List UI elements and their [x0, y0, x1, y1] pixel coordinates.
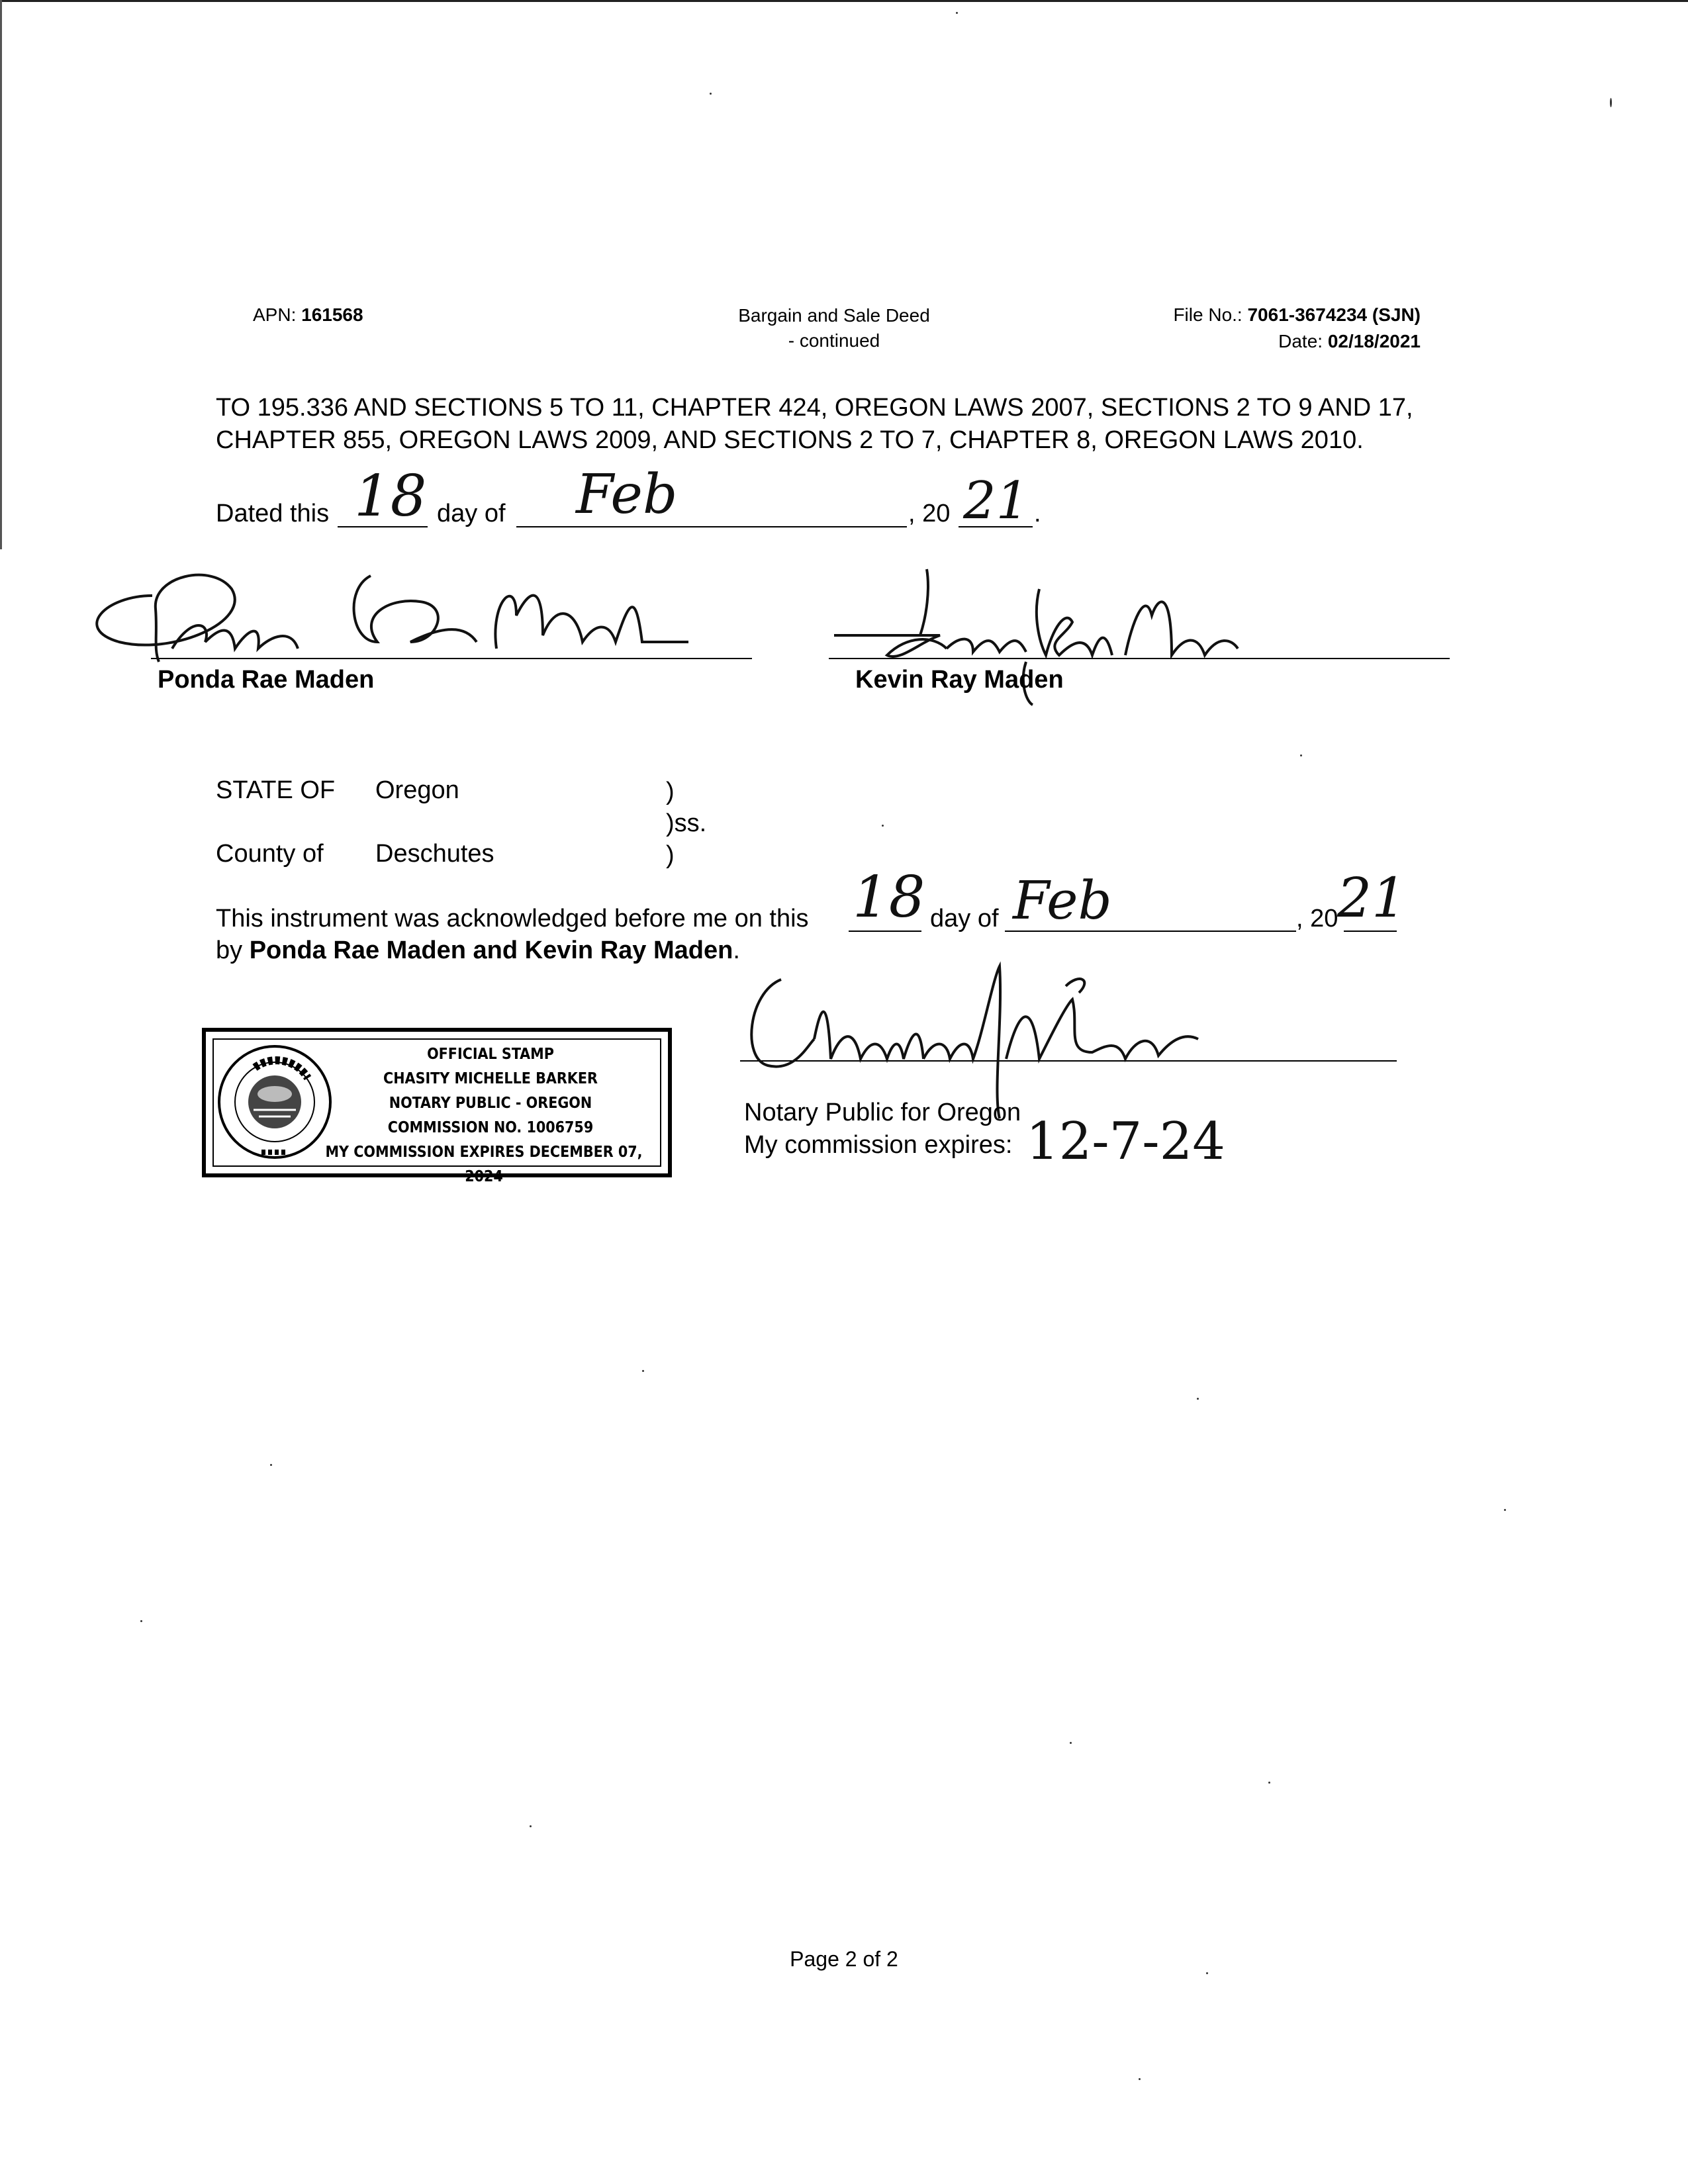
- apn-line: [253, 304, 363, 326]
- scan-speck: [1197, 1398, 1199, 1400]
- scan-speck: [1504, 1509, 1506, 1511]
- ack-year-prefix: , 20: [1296, 905, 1338, 933]
- dated-month-handwritten: Feb: [576, 463, 678, 526]
- ack-day-line: [849, 931, 921, 932]
- ack-by-label: by: [216, 936, 243, 964]
- signer2-name: Kevin Ray Maden: [855, 666, 1064, 694]
- notary-expires-label: My commission expires:: [744, 1131, 1013, 1159]
- date-label: Date:: [1278, 331, 1323, 351]
- file-label: File No.:: [1173, 304, 1243, 325]
- ack-year-handwritten: 21: [1337, 867, 1407, 930]
- scan-speck: [710, 93, 712, 95]
- dated-month-line: [516, 526, 907, 527]
- dated-mid: day of: [437, 500, 506, 527]
- official-stamp: [202, 1028, 672, 1185]
- scan-speck: [956, 12, 958, 14]
- file-number: 7061-3674234 (SJN): [1247, 304, 1421, 325]
- ack-day-handwritten: 18: [853, 864, 925, 931]
- notary-title: Notary Public for Oregon: [744, 1099, 1021, 1126]
- signer1-signature: [79, 549, 741, 682]
- date-line: [1173, 328, 1421, 355]
- file-block: [1173, 302, 1421, 355]
- ack-by-line: [216, 934, 740, 966]
- apn-label: APN:: [253, 304, 297, 325]
- dated-suffix: .: [1034, 500, 1041, 527]
- dated-day-handwritten: 18: [354, 463, 427, 529]
- stamp-line-1: OFFICIAL STAMP: [427, 1046, 554, 1063]
- scan-speck: [270, 1464, 272, 1466]
- scan-speck: [1070, 1742, 1072, 1744]
- doc-title-block: [702, 303, 966, 353]
- scan-speck: [140, 1620, 142, 1622]
- scan-speck: [1268, 1782, 1270, 1784]
- file-number-line: [1173, 302, 1421, 328]
- scan-speck: [1206, 1972, 1208, 1974]
- doc-subtitle: - continued: [788, 330, 880, 351]
- venue-ss: )ss.: [666, 809, 707, 837]
- ack-year-line: [1344, 931, 1397, 932]
- venue-paren-2: ): [666, 841, 675, 869]
- scan-speck: [642, 1370, 644, 1372]
- dated-year-handwritten: 21: [963, 471, 1029, 531]
- scan-speck: [1300, 754, 1302, 756]
- scan-speck: [1139, 2078, 1141, 2080]
- page-number: Page 2 of 2: [790, 1947, 898, 1971]
- scan-left-mark: [0, 0, 2, 549]
- date-value: 02/18/2021: [1327, 331, 1421, 351]
- dated-year-prefix: , 20: [908, 500, 951, 527]
- ack-mid: day of: [930, 905, 999, 933]
- stamp-line-2: CHASITY MICHELLE BARKER: [383, 1070, 598, 1087]
- state-value: Oregon: [375, 776, 459, 804]
- stamp-line-4: COMMISSION NO. 1006759: [387, 1119, 594, 1136]
- venue-paren-1: ): [666, 778, 675, 805]
- ack-by-names: Ponda Rae Maden and Kevin Ray Maden: [249, 936, 733, 964]
- stamp-line-5: MY COMMISSION EXPIRES DECEMBER 07, 2024: [325, 1144, 643, 1185]
- scan-top-border: [0, 0, 1688, 2]
- signer1-name: Ponda Rae Maden: [158, 666, 375, 694]
- notary-expires-handwritten: 12-7-24: [1026, 1112, 1225, 1171]
- county-label: County of: [216, 840, 324, 868]
- scan-speck: [530, 1825, 532, 1827]
- legal-description: [216, 392, 1413, 457]
- ack-by-suffix: .: [733, 936, 740, 964]
- apn-value: 161568: [301, 304, 363, 325]
- ack-month-handwritten: Feb: [1013, 870, 1112, 931]
- scan-speck: [1610, 98, 1612, 107]
- stamp-text: [325, 1042, 649, 1189]
- county-value: Deschutes: [375, 840, 494, 868]
- ack-prefix: This instrument was acknowledged before me on this: [216, 905, 809, 933]
- dated-prefix: Dated this: [216, 500, 330, 527]
- state-label: STATE OF: [216, 776, 336, 804]
- stamp-line-3: NOTARY PUBLIC - OREGON: [389, 1095, 592, 1112]
- legal-line-2: CHAPTER 855, OREGON LAWS 2009, AND SECTIONS 2 TO 7, CHAPTER 8, OREGON LAWS 2010.: [216, 426, 1364, 454]
- scan-speck: [882, 825, 884, 827]
- doc-title: Bargain and Sale Deed: [738, 305, 930, 326]
- legal-line-1: TO 195.336 AND SECTIONS 5 TO 11, CHAPTER 424, OREGON LAWS 2007, SECTIONS 2 TO 9 AND 17,: [216, 394, 1413, 422]
